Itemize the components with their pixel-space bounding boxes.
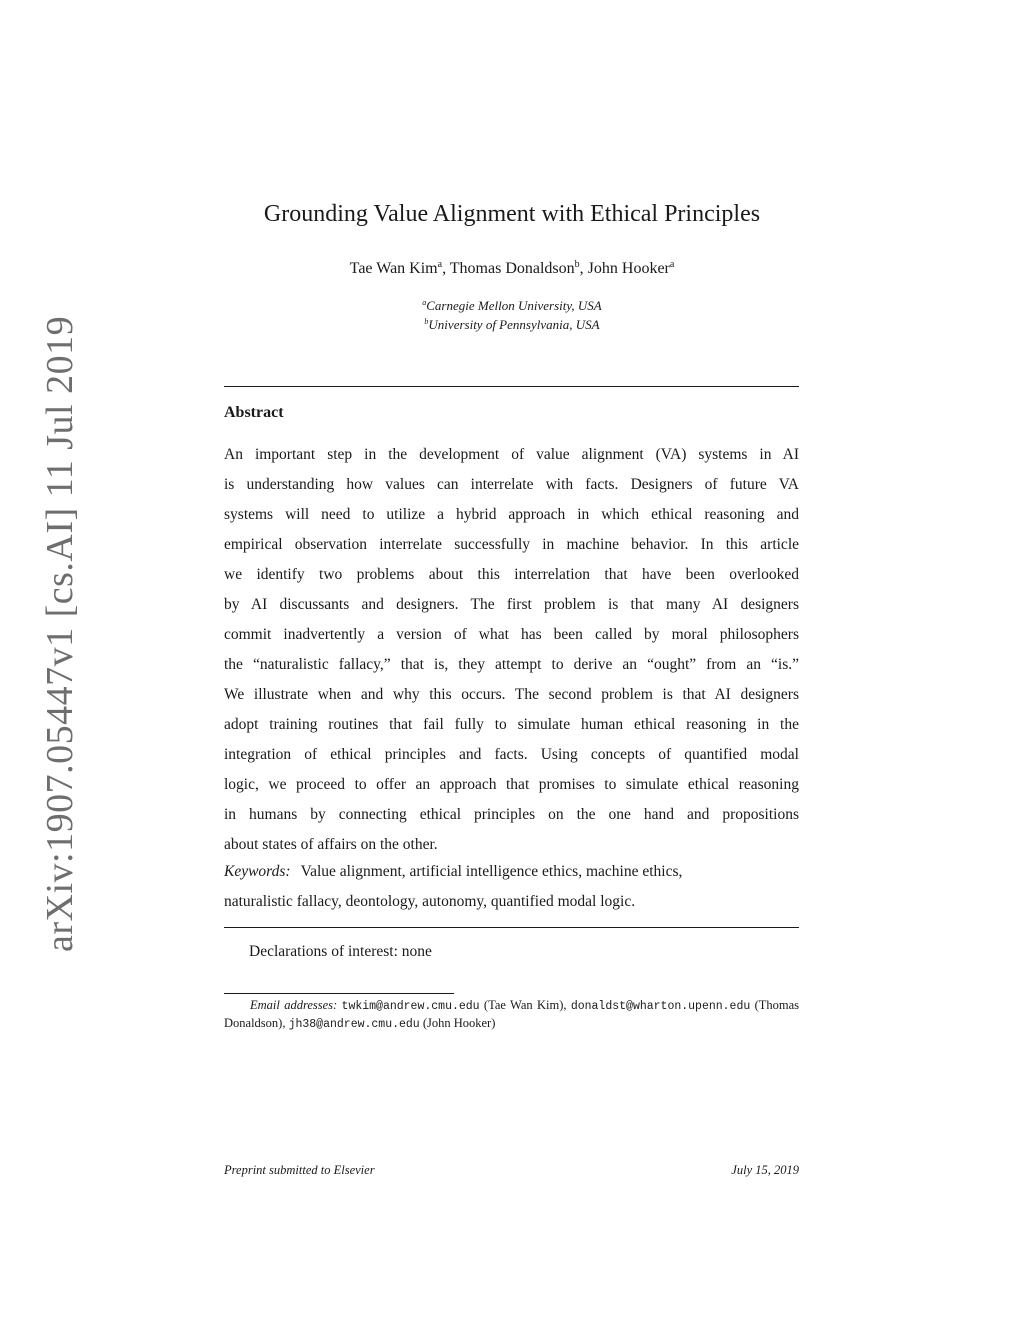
abstract-line: the “naturalistic fallacy,” that is, they attempt to derive an “ought” from an “is.” [224,656,799,673]
email-address[interactable]: twkim@andrew.cmu.edu [341,1000,480,1013]
email-address[interactable]: jh38@andrew.cmu.edu [288,1018,420,1031]
affiliation-list [0,295,1024,333]
author-affiliation-mark: b [574,259,580,270]
affiliation-mark: a [422,298,427,307]
email-footnote [224,997,799,1033]
author-affiliation-mark: a [669,259,675,270]
affiliation-name: University of Pennsylvania, USA [428,317,600,332]
arxiv-side-stamp: arXiv:1907.05447v1 [cs.AI] 11 Jul 2019 [39,315,81,952]
author-affiliation-mark: a [437,259,443,270]
affiliation-line [0,295,1024,314]
abstract-line: integration of ethical principles and facts. Using concepts of quantified modal [224,746,799,763]
affiliation-mark: b [424,317,429,326]
author-list [0,259,1024,278]
author-separator: , [579,260,588,277]
abstract-line: by AI discussants and designers. The first problem is that many AI designers [224,596,799,613]
keywords-text: Value alignment, artificial intelligence ethics, machine ethics, [300,863,683,880]
keywords-block [224,857,799,917]
abstract-line: We illustrate when and why this occurs. The second problem is that AI designers [224,686,799,703]
footer-preprint-note: Preprint submitted to Elsevier [224,1163,375,1177]
abstract-line: adopt training routines that fail fully to simulate human ethical reasoning in the [224,716,799,733]
keywords-label: Keywords: [224,863,291,880]
declarations-of-interest: Declarations of interest: none [249,943,432,960]
abstract-top-rule [224,386,799,387]
abstract-line: about states of affairs on the other. [224,836,438,853]
email-owner: (John Hooker) [422,1016,496,1030]
email-owner: (Tae Wan Kim), [483,998,567,1012]
abstract-line: we identify two problems about this interrelation that have been overlooked [224,566,799,583]
author-separator: , [442,260,450,277]
abstract-line: empirical observation interrelate successfully in machine behavior. In this article [224,536,799,553]
abstract-line: systems will need to utilize a hybrid approach in which ethical reasoning and [224,506,799,523]
email-owner: (Thomas Donaldson), [224,998,800,1030]
affiliation-line [0,314,1024,333]
paper-title: Grounding Value Alignment with Ethical Principles [263,201,761,227]
abstract-line: commit inadvertently a version of what has been called by moral philosophers [224,626,799,643]
abstract-bottom-rule [224,927,799,928]
email-address[interactable]: donaldst@wharton.upenn.edu [570,1000,751,1013]
abstract-line: in humans by connecting ethical principles on the one hand and propositions [224,806,799,823]
affiliation-name: Carnegie Mellon University, USA [426,298,602,313]
author-name: John Hooker [587,260,670,277]
abstract-body [224,440,799,860]
keywords-line [224,857,799,887]
footnote-rule [224,993,454,994]
abstract-line: logic, we proceed to offer an approach that promises to simulate ethical reasoning [224,776,799,793]
keywords-line: naturalistic fallacy, deontology, autonomy, quantified modal logic. [224,893,636,910]
author-name: Tae Wan Kim [349,260,438,277]
abstract-line: is understanding how values can interrelate with facts. Designers of future VA [224,476,799,493]
abstract-line: An important step in the development of value alignment (VA) systems in AI [224,446,799,463]
abstract-heading: Abstract [224,404,284,421]
footnote-label: Email addresses: [250,998,338,1012]
footer-date: July 15, 2019 [731,1163,799,1177]
author-name: Thomas Donaldson [449,260,575,277]
